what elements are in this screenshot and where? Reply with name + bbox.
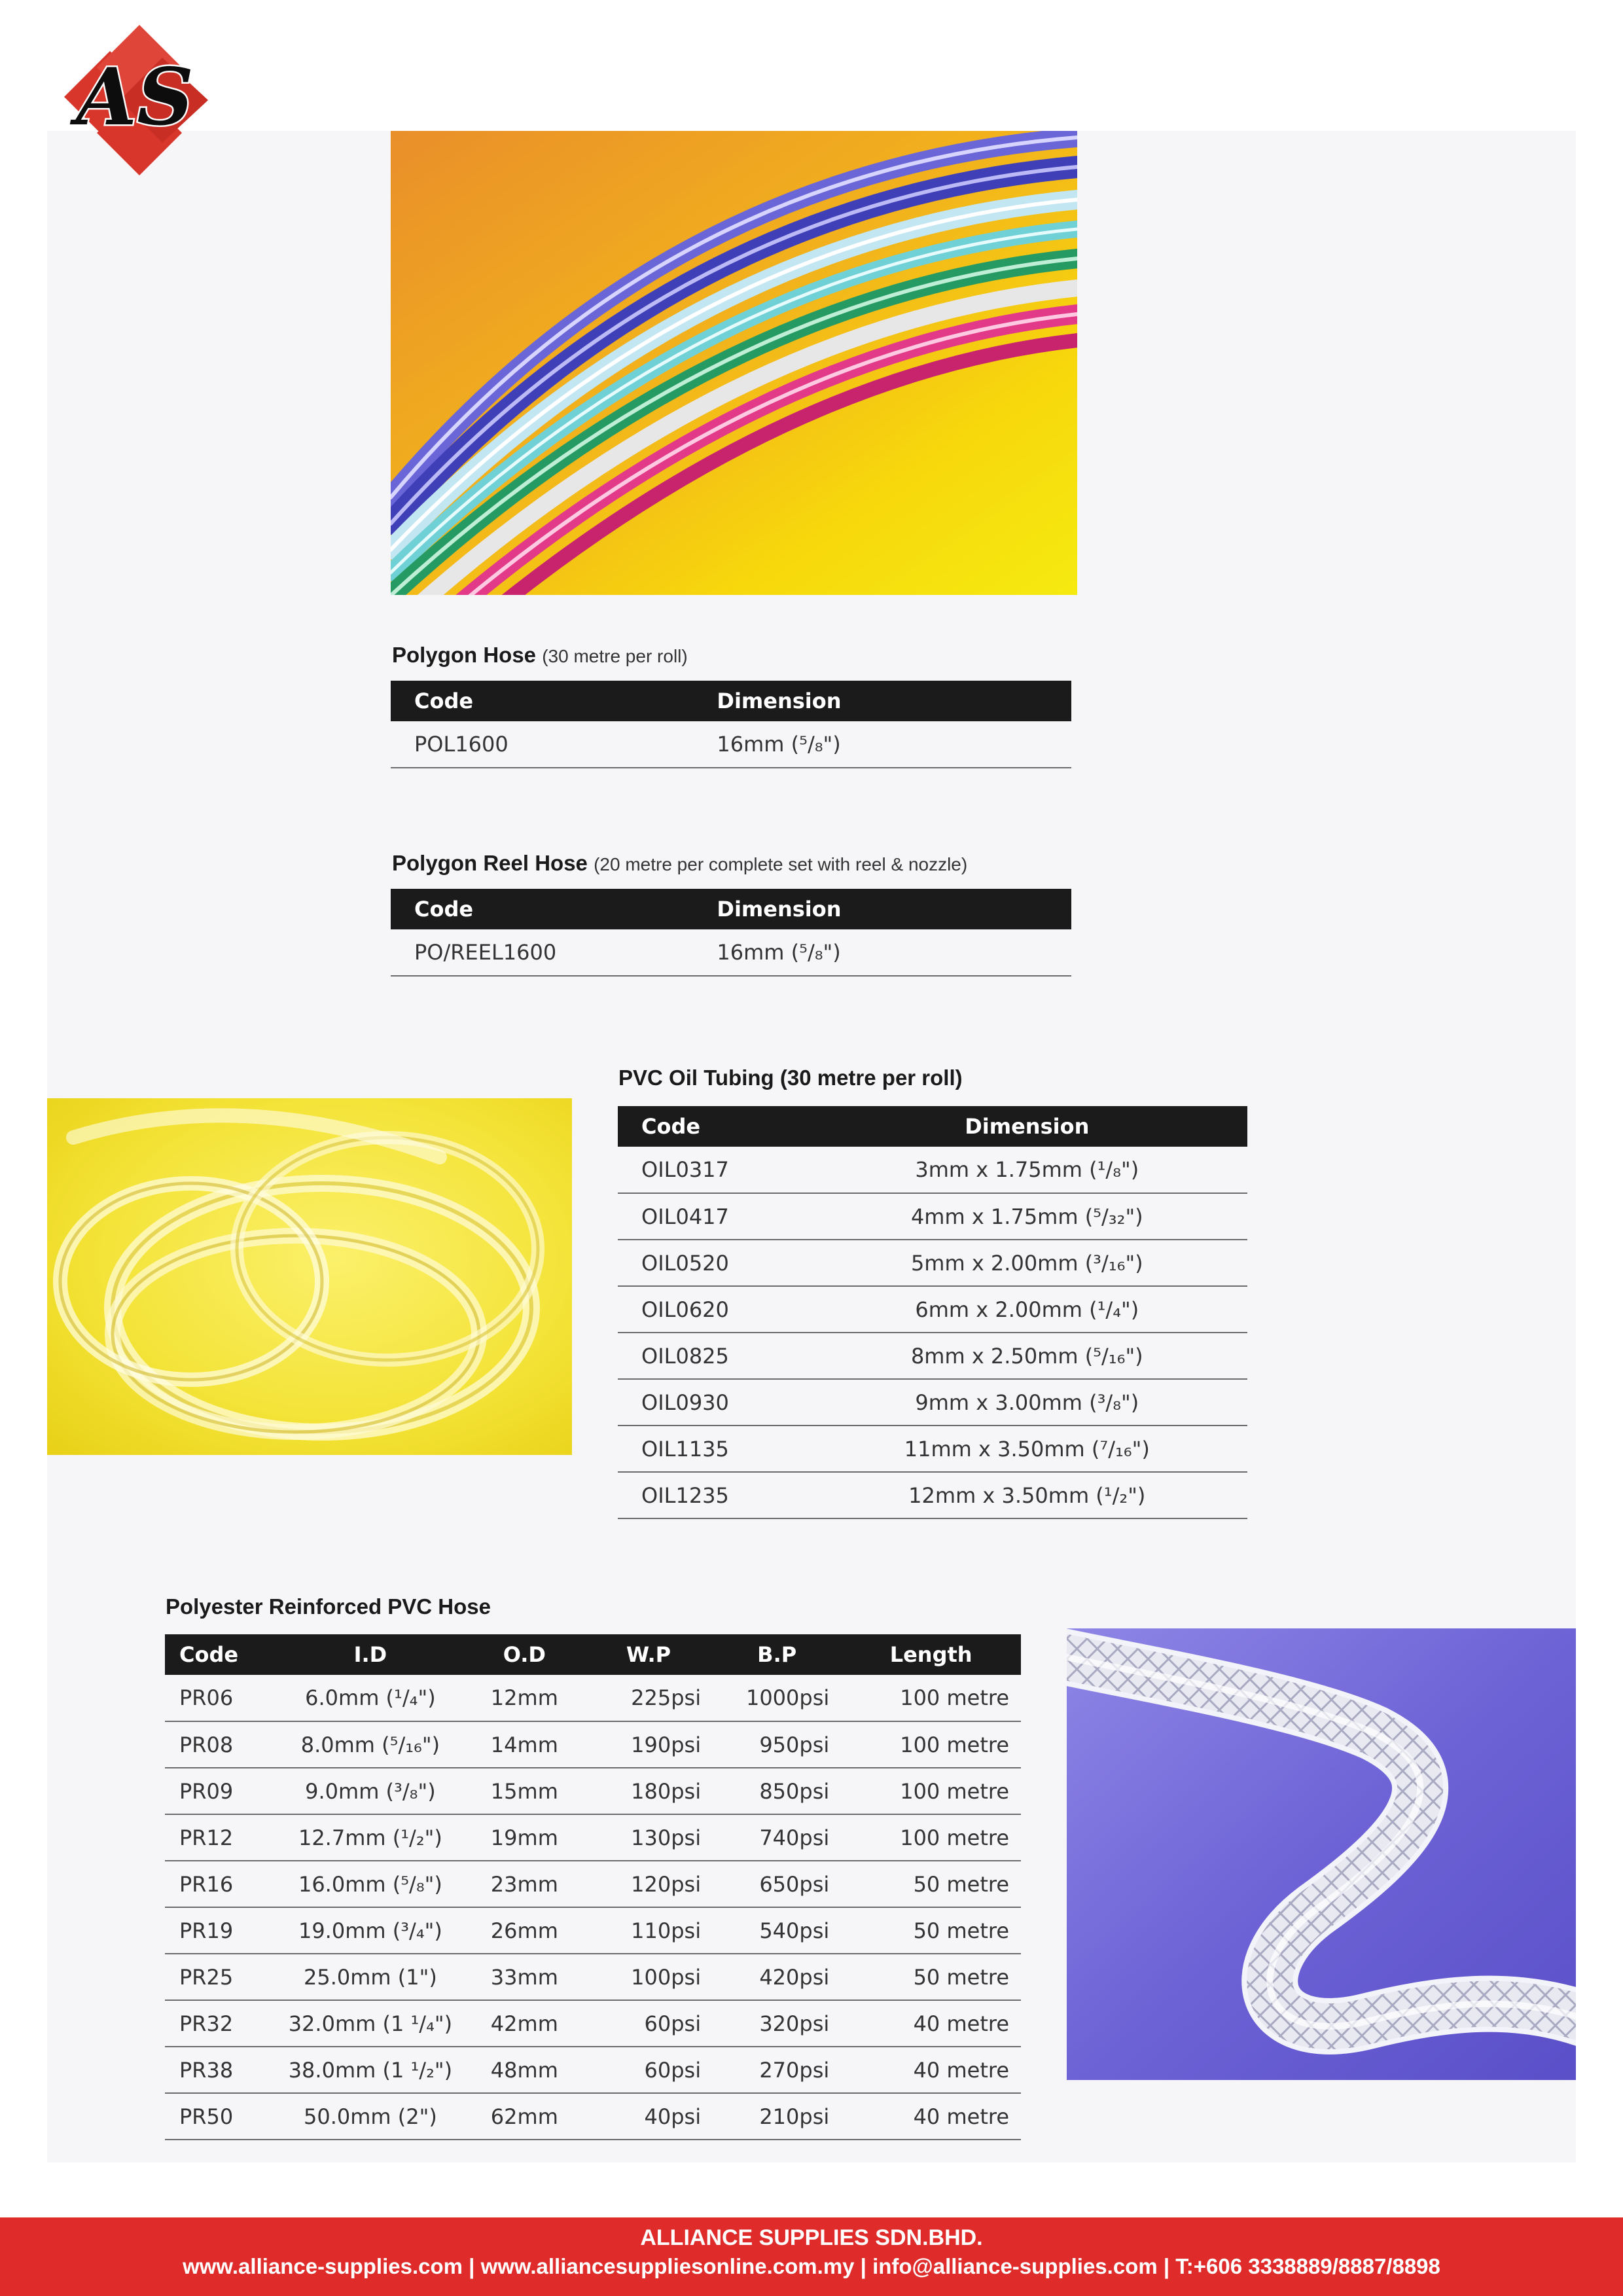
table-row xyxy=(618,1147,1247,1193)
cell-dimension: 4mm x 1.75mm (⁵/₃₂") xyxy=(807,1193,1247,1240)
col-header-dimension: Dimension xyxy=(704,889,1071,929)
cell-od: 15mm xyxy=(465,1768,584,1814)
cell-od: 14mm xyxy=(465,1721,584,1768)
col-header-bp: B.P xyxy=(713,1634,841,1675)
col-header-id: I.D xyxy=(276,1634,465,1675)
cell-length: 40 metre xyxy=(841,2047,1021,2093)
polygon-reel-hose-table xyxy=(391,889,1071,977)
cell-length: 100 metre xyxy=(841,1768,1021,1814)
cell-code: PR12 xyxy=(165,1814,276,1861)
footer-bar xyxy=(0,2217,1623,2296)
cell-length: 100 metre xyxy=(841,1721,1021,1768)
cell-id: 6.0mm (¹/₄") xyxy=(276,1675,465,1721)
polygon-hose-title-text: Polygon Hose xyxy=(392,643,537,667)
cell-bp: 650psi xyxy=(713,1861,841,1907)
cell-id: 25.0mm (1") xyxy=(276,1954,465,2000)
table-header-row xyxy=(618,1106,1247,1147)
cell-dimension: 12mm x 3.50mm (¹/₂") xyxy=(807,1472,1247,1518)
cell-code: OIL0825 xyxy=(618,1333,807,1379)
cell-id: 50.0mm (2") xyxy=(276,2093,465,2140)
cell-od: 23mm xyxy=(465,1861,584,1907)
cell-code: OIL0520 xyxy=(618,1240,807,1286)
polygon-hose-title xyxy=(392,643,688,668)
cell-code: PR19 xyxy=(165,1907,276,1954)
col-header-dimension: Dimension xyxy=(704,681,1071,721)
cell-wp: 100psi xyxy=(584,1954,713,2000)
table-row xyxy=(165,1675,1021,1721)
col-header-length: Length xyxy=(841,1634,1021,1675)
cell-id: 32.0mm (1 ¹/₄") xyxy=(276,2000,465,2047)
cell-id: 19.0mm (³/₄") xyxy=(276,1907,465,1954)
table-row xyxy=(618,1333,1247,1379)
cell-dimension: 6mm x 2.00mm (¹/₄") xyxy=(807,1286,1247,1333)
pvc-oil-tubing-title-text: PVC Oil Tubing (30 metre per roll) xyxy=(618,1066,963,1090)
polygon-reel-hose-note: (20 metre per complete set with reel & nozzle) xyxy=(594,854,968,874)
cell-code: POL1600 xyxy=(391,721,704,768)
table-row xyxy=(165,1861,1021,1907)
cell-od: 48mm xyxy=(465,2047,584,2093)
cell-wp: 225psi xyxy=(584,1675,713,1721)
table-header-row xyxy=(391,889,1071,929)
table-row xyxy=(165,1721,1021,1768)
cell-code: OIL1135 xyxy=(618,1426,807,1472)
company-logo xyxy=(12,12,234,202)
cell-code: OIL0417 xyxy=(618,1193,807,1240)
cell-bp: 320psi xyxy=(713,2000,841,2047)
cell-length: 100 metre xyxy=(841,1675,1021,1721)
table-row xyxy=(165,2047,1021,2093)
cell-length: 50 metre xyxy=(841,1861,1021,1907)
reinforced-hose-table xyxy=(165,1634,1021,2140)
cell-code: PR08 xyxy=(165,1721,276,1768)
polygon-reel-hose-title xyxy=(392,851,967,876)
cell-id: 9.0mm (³/₈") xyxy=(276,1768,465,1814)
pvc-oil-tubing-photo xyxy=(47,1098,572,1455)
cell-dimension: 16mm (⁵/₈") xyxy=(704,929,1071,976)
polygon-reel-hose-title-text: Polygon Reel Hose xyxy=(392,851,588,875)
cell-code: PR32 xyxy=(165,2000,276,2047)
cell-length: 40 metre xyxy=(841,2000,1021,2047)
cell-bp: 270psi xyxy=(713,2047,841,2093)
table-row xyxy=(165,2000,1021,2047)
cell-code: PR50 xyxy=(165,2093,276,2140)
cell-wp: 60psi xyxy=(584,2047,713,2093)
table-row xyxy=(165,1768,1021,1814)
cell-bp: 850psi xyxy=(713,1768,841,1814)
cell-code: PR38 xyxy=(165,2047,276,2093)
cell-bp: 420psi xyxy=(713,1954,841,2000)
cell-length: 50 metre xyxy=(841,1954,1021,2000)
table-row xyxy=(618,1426,1247,1472)
cell-id: 12.7mm (¹/₂") xyxy=(276,1814,465,1861)
cell-wp: 60psi xyxy=(584,2000,713,2047)
table-row xyxy=(165,2093,1021,2140)
cell-id: 16.0mm (⁵/₈") xyxy=(276,1861,465,1907)
table-row xyxy=(391,721,1071,768)
footer-contact-links: www.alliance-supplies.com | www.alliancesuppliesonline.com.my | info@alliance-supplies.com | T:+606 3338889/8887/8898 xyxy=(183,2254,1440,2278)
table-header-row xyxy=(165,1634,1021,1675)
cell-id: 8.0mm (⁵/₁₆") xyxy=(276,1721,465,1768)
table-row xyxy=(165,1814,1021,1861)
cell-wp: 40psi xyxy=(584,2093,713,2140)
cell-bp: 1000psi xyxy=(713,1675,841,1721)
cell-bp: 540psi xyxy=(713,1907,841,1954)
pvc-oil-tubing-title xyxy=(618,1066,963,1090)
cell-id: 38.0mm (1 ¹/₂") xyxy=(276,2047,465,2093)
cell-code: PR25 xyxy=(165,1954,276,2000)
cell-od: 26mm xyxy=(465,1907,584,1954)
cell-code: PO/REEL1600 xyxy=(391,929,704,976)
table-row xyxy=(618,1286,1247,1333)
col-header-code: Code xyxy=(391,681,704,721)
cell-code: OIL0620 xyxy=(618,1286,807,1333)
cell-length: 40 metre xyxy=(841,2093,1021,2140)
table-row xyxy=(618,1472,1247,1518)
polygon-hose-table xyxy=(391,681,1071,768)
col-header-dimension: Dimension xyxy=(807,1106,1247,1147)
pvc-oil-tubing-table xyxy=(618,1106,1247,1519)
reinforced-hose-title-text: Polyester Reinforced PVC Hose xyxy=(166,1594,491,1619)
cell-dimension: 16mm (⁵/₈") xyxy=(704,721,1071,768)
cell-dimension: 9mm x 3.00mm (³/₈") xyxy=(807,1379,1247,1426)
col-header-code: Code xyxy=(391,889,704,929)
cell-od: 33mm xyxy=(465,1954,584,2000)
cell-od: 12mm xyxy=(465,1675,584,1721)
reinforced-hose-title xyxy=(166,1594,491,1619)
table-header-row xyxy=(391,681,1071,721)
polygon-hose-photo xyxy=(391,131,1077,595)
logo-text: AS xyxy=(76,51,194,143)
cell-code: OIL1235 xyxy=(618,1472,807,1518)
cell-wp: 190psi xyxy=(584,1721,713,1768)
cell-code: PR16 xyxy=(165,1861,276,1907)
cell-od: 19mm xyxy=(465,1814,584,1861)
cell-dimension: 5mm x 2.00mm (³/₁₆") xyxy=(807,1240,1247,1286)
cell-wp: 110psi xyxy=(584,1907,713,1954)
cell-dimension: 3mm x 1.75mm (¹/₈") xyxy=(807,1147,1247,1193)
cell-od: 42mm xyxy=(465,2000,584,2047)
table-row xyxy=(391,929,1071,976)
cell-bp: 210psi xyxy=(713,2093,841,2140)
col-header-wp: W.P xyxy=(584,1634,713,1675)
cell-bp: 740psi xyxy=(713,1814,841,1861)
table-row xyxy=(618,1193,1247,1240)
table-row xyxy=(618,1240,1247,1286)
cell-code: OIL0930 xyxy=(618,1379,807,1426)
cell-code: OIL0317 xyxy=(618,1147,807,1193)
col-header-code: Code xyxy=(165,1634,276,1675)
cell-od: 62mm xyxy=(465,2093,584,2140)
cell-wp: 120psi xyxy=(584,1861,713,1907)
col-header-code: Code xyxy=(618,1106,807,1147)
col-header-od: O.D xyxy=(465,1634,584,1675)
cell-dimension: 8mm x 2.50mm (⁵/₁₆") xyxy=(807,1333,1247,1379)
cell-wp: 180psi xyxy=(584,1768,713,1814)
table-row xyxy=(165,1954,1021,2000)
table-row xyxy=(165,1907,1021,1954)
cell-bp: 950psi xyxy=(713,1721,841,1768)
cell-code: PR06 xyxy=(165,1675,276,1721)
reinforced-hose-photo xyxy=(1067,1628,1576,2080)
cell-length: 100 metre xyxy=(841,1814,1021,1861)
cell-dimension: 11mm x 3.50mm (⁷/₁₆") xyxy=(807,1426,1247,1472)
cell-code: PR09 xyxy=(165,1768,276,1814)
footer-company-name: ALLIANCE SUPPLIES SDN.BHD. xyxy=(640,2225,983,2250)
table-row xyxy=(618,1379,1247,1426)
cell-length: 50 metre xyxy=(841,1907,1021,1954)
polygon-hose-note: (30 metre per roll) xyxy=(542,646,688,666)
cell-wp: 130psi xyxy=(584,1814,713,1861)
